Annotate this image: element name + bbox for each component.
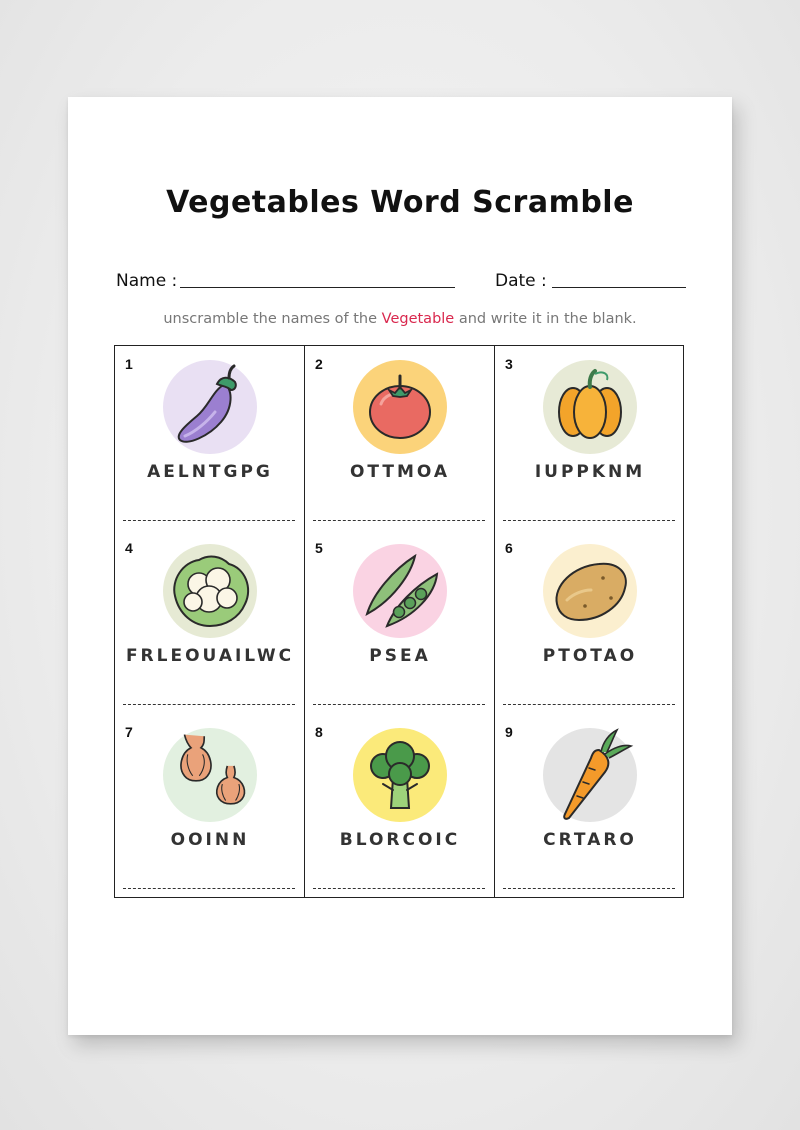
scrambled-word: PSEA	[369, 646, 431, 666]
peas-icon	[353, 544, 447, 638]
carrot-icon	[543, 728, 637, 822]
answer-line[interactable]	[503, 520, 675, 521]
answer-line[interactable]	[503, 704, 675, 705]
puzzle-cell	[495, 346, 685, 530]
date-label: Date :	[495, 271, 547, 291]
puzzle-cell	[495, 714, 685, 898]
answer-line[interactable]	[313, 888, 485, 889]
cell-number: 3	[505, 356, 513, 372]
scrambled-word: IUPPKNM	[534, 462, 646, 482]
cauliflower-icon	[163, 544, 257, 638]
puzzle-cell	[115, 346, 305, 530]
puzzle-cell	[305, 346, 495, 530]
scrambled-word: PTOTAO	[542, 646, 638, 666]
scrambled-word: OTTMOA	[349, 462, 451, 482]
name-label: Name :	[116, 271, 178, 291]
scrambled-word: BLORCOIC	[339, 830, 461, 850]
puzzle-cell	[305, 530, 495, 714]
answer-line[interactable]	[313, 704, 485, 705]
puzzle-grid	[114, 345, 684, 898]
worksheet-page	[68, 97, 732, 1035]
potato-icon	[543, 544, 637, 638]
name-field[interactable]	[180, 287, 455, 288]
worksheet-title: Vegetables Word Scramble	[166, 185, 634, 220]
cell-number: 2	[315, 356, 323, 372]
answer-line[interactable]	[313, 520, 485, 521]
scrambled-word: AELNTGPG	[147, 462, 273, 482]
scrambled-word: OOINN	[170, 830, 250, 850]
tomato-icon	[353, 360, 447, 454]
scrambled-word: FRLEOUAILWC	[125, 646, 295, 666]
onion-icon	[163, 728, 257, 822]
answer-line[interactable]	[123, 888, 295, 889]
cell-number: 8	[315, 724, 323, 740]
puzzle-cell	[115, 714, 305, 898]
cell-number: 4	[125, 540, 133, 556]
puzzle-cell	[305, 714, 495, 898]
pumpkin-icon	[543, 360, 637, 454]
date-field[interactable]	[552, 287, 686, 288]
eggplant-icon	[163, 360, 257, 454]
instruction-highlight: Vegetable	[381, 311, 455, 327]
cell-number: 6	[505, 540, 513, 556]
cell-number: 7	[125, 724, 133, 740]
cell-number: 1	[125, 356, 133, 372]
scrambled-word: CRTARO	[543, 830, 637, 850]
answer-line[interactable]	[123, 704, 295, 705]
instruction-text: unscramble the names of the Vegetable and write it in the blank.	[163, 311, 637, 327]
answer-line[interactable]	[503, 888, 675, 889]
puzzle-cell	[115, 530, 305, 714]
puzzle-cell	[495, 530, 685, 714]
cell-number: 5	[315, 540, 323, 556]
cell-number: 9	[505, 724, 513, 740]
answer-line[interactable]	[123, 520, 295, 521]
broccoli-icon	[353, 728, 447, 822]
